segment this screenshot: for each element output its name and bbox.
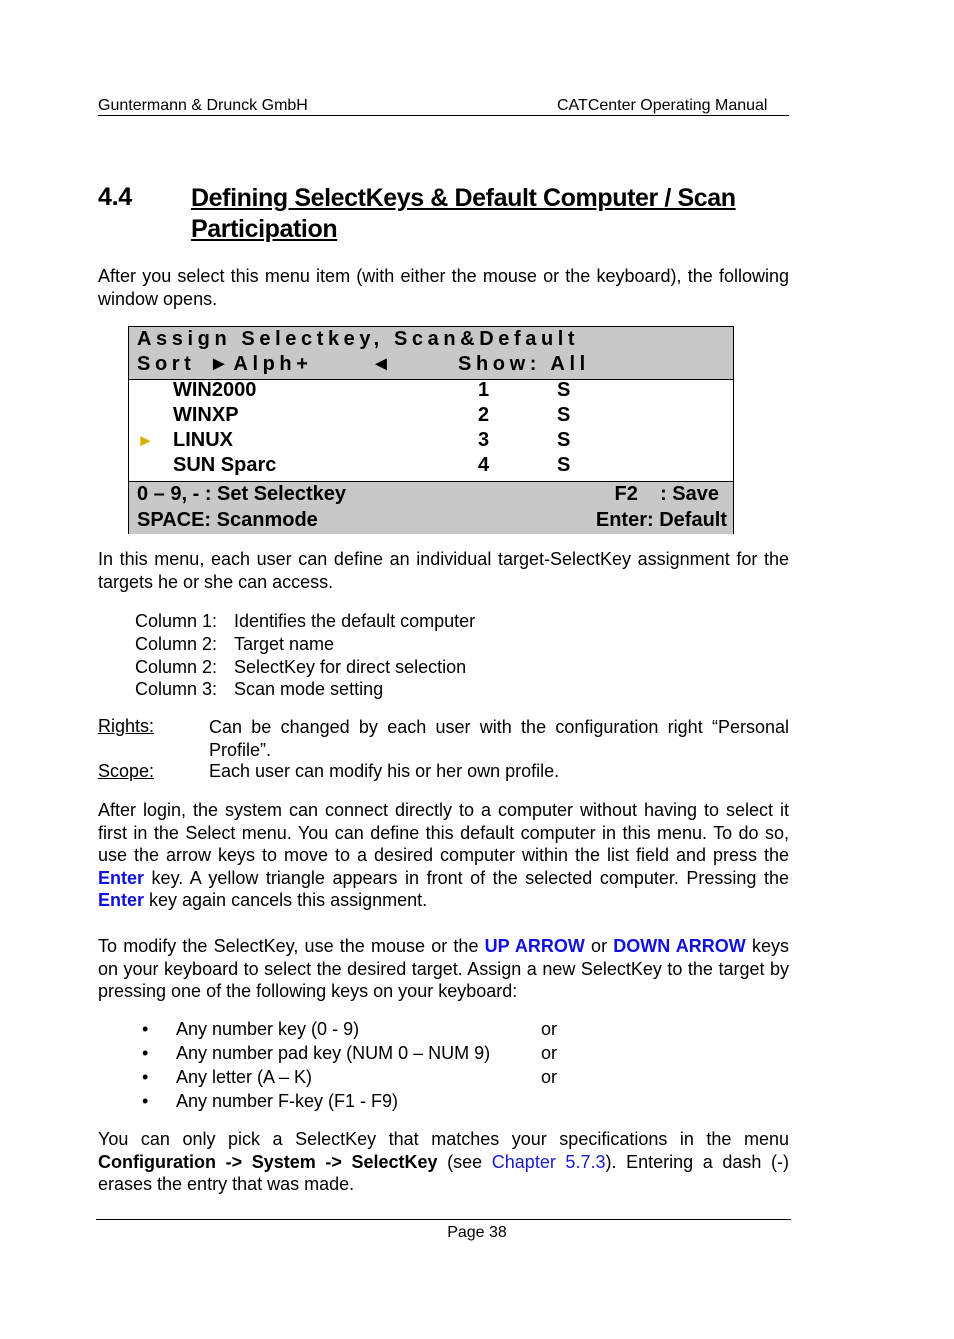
down-arrow-key-label: DOWN ARROW (613, 936, 746, 956)
text-run: ). Entering a dash (-) erases the entry that was made. (98, 1151, 789, 1195)
footer-rule (96, 1219, 791, 1220)
target-selectkey: 4 (478, 454, 490, 476)
target-selectkey: 1 (478, 379, 490, 401)
bullet-icon: • (142, 1043, 149, 1063)
text-run: key. A yellow triangle appears in front of the selected computer. Pressing the (144, 867, 789, 888)
menu-help-bar (129, 481, 733, 534)
help-scanmode: SPACE: Scanmode (137, 509, 318, 531)
column-text: Identifies the default computer (234, 611, 476, 631)
or-label: or (541, 1067, 558, 1087)
target-scan: S (557, 429, 571, 451)
text-run: keys on your keyboard to select the desired target. Assign a new SelectKey to the target by pressing one of the following keys on your keyboard: (98, 936, 789, 1002)
scope-label: Scope: (98, 761, 155, 781)
target-name: LINUX (173, 429, 233, 451)
sort-label: Sort (137, 353, 196, 375)
or-label: or (541, 1019, 558, 1039)
rights-label: Rights: (98, 716, 155, 736)
up-arrow-key-label: UP ARROW (484, 936, 585, 956)
header-rule (98, 115, 789, 116)
modify-selectkey-paragraph (98, 935, 789, 1003)
list-item: Any number pad key (NUM 0 – NUM 9) (176, 1043, 491, 1063)
scope-text: Each user can modify his or her own profile. (209, 761, 560, 781)
column-label: Column 1: (135, 611, 218, 631)
menu-path: Configuration -> System -> SelectKey (98, 1151, 438, 1172)
target-selectkey: 2 (478, 404, 490, 426)
menu-description: In this menu, each user can define an individual target-SelectKey assignment for the targets he or she can access. (98, 549, 789, 592)
target-scan: S (557, 454, 571, 476)
menu-title-bar (129, 327, 733, 380)
list-item[interactable] (129, 404, 733, 429)
list-item[interactable] (129, 379, 733, 404)
selectkey-restriction-paragraph (98, 1128, 789, 1196)
header-manual-title: CATCenter Operating Manual (557, 97, 768, 114)
text-run: To modify the SelectKey, use the mouse or the (98, 936, 485, 956)
bullet-icon: • (142, 1091, 149, 1111)
list-item[interactable] (129, 429, 733, 454)
header-company: Guntermann & Drunck GmbH (98, 97, 308, 114)
list-item[interactable] (129, 454, 733, 479)
text-run: key again cancels this assignment. (144, 890, 428, 911)
section-title: Defining SelectKeys & Default Computer / Scan Participation (191, 184, 736, 243)
show-filter[interactable]: Show: All (458, 353, 590, 375)
list-item: Any letter (A – K) (176, 1067, 313, 1087)
column-text: Scan mode setting (234, 679, 384, 699)
target-scan: S (557, 404, 571, 426)
list-item (135, 633, 335, 656)
list-item (135, 678, 384, 701)
column-text: Target name (234, 634, 335, 654)
help-save: F2 : Save (614, 483, 719, 505)
chapter-link[interactable]: Chapter 5.7.3 (491, 1151, 606, 1172)
help-set-selectkey: 0 – 9, - : Set Selectkey (137, 483, 347, 505)
sort-left-arrow-icon[interactable]: ◄ (371, 353, 391, 375)
text-run: (see (437, 1151, 492, 1172)
intro-paragraph: After you select this menu item (with either the mouse or the keyboard), the following window opens. (98, 266, 789, 309)
target-name: WINXP (173, 404, 239, 426)
column-text: SelectKey for direct selection (234, 657, 467, 677)
sort-value[interactable]: ►Alph+ (209, 353, 313, 375)
text-run: After login, the system can connect directly to a computer without having to select it first in the Select menu. You can define this default computer in this menu. To do so, use the arrow keys to move to a desired computer within the list field and press the (98, 800, 789, 866)
target-scan: S (557, 379, 571, 401)
default-computer-paragraph (98, 799, 789, 912)
text-run: You can only pick a SelectKey that matches your specifications in the menu (98, 1129, 789, 1149)
target-name: SUN Sparc (173, 454, 277, 476)
enter-key-label: Enter (98, 890, 145, 911)
target-name: WIN2000 (173, 379, 257, 401)
column-label: Column 3: (135, 679, 218, 699)
rights-text: Can be changed by each user with the configuration right “Personal Profile”. (209, 717, 789, 760)
bullet-icon: • (142, 1067, 149, 1087)
menu-title: Assign Selectkey, Scan&Default (137, 328, 580, 350)
list-item (135, 610, 476, 633)
selectkey-menu-window (128, 326, 734, 534)
page-number: Page 38 (447, 1224, 507, 1241)
help-default: Enter: Default (595, 509, 727, 531)
default-marker-icon: ► (137, 431, 154, 450)
text-run: or (584, 936, 614, 956)
section-number: 4.4 (98, 183, 132, 211)
list-item: Any number key (0 - 9) (176, 1019, 360, 1039)
list-item: Any number F-key (F1 - F9) (176, 1091, 399, 1111)
list-item (135, 656, 467, 679)
enter-key-label: Enter (98, 867, 145, 888)
target-selectkey: 3 (478, 429, 490, 451)
column-label: Column 2: (135, 657, 218, 677)
or-label: or (541, 1043, 558, 1063)
column-label: Column 2: (135, 634, 218, 654)
bullet-icon: • (142, 1019, 149, 1039)
